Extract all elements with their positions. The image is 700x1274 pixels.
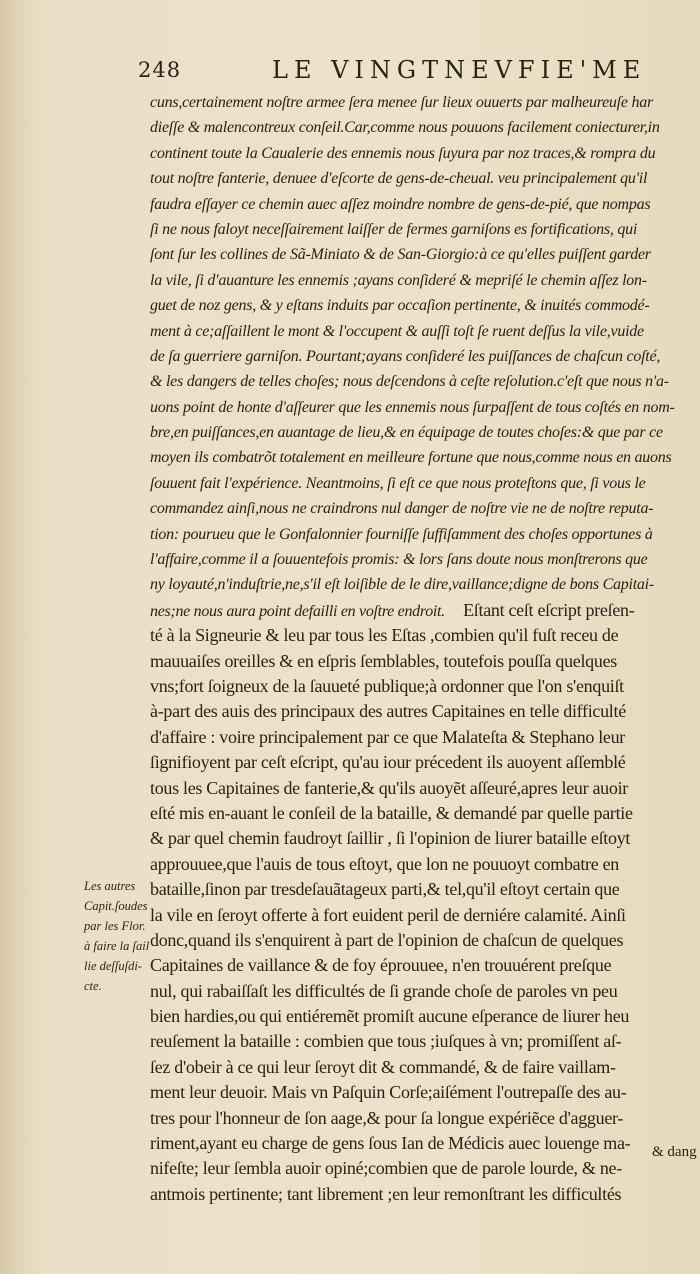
text-line: té à la Signeurie & leu par tous les Eſtas ,combien qu'il fuſt receu de xyxy=(150,625,619,646)
text-line: ſignifioyent par ceſt eſcript, qu'au iour précedent ils auoyent aſſemblé xyxy=(150,752,626,773)
text-line: faudra eſſayer ce chemin auec aſſez moindre nombre de gens-de-pié, que nompas xyxy=(150,195,651,213)
mixed-line-block xyxy=(150,598,686,623)
text-line: & par quel chemin faudroyt ſaillir , ſi l'opinion de liurer bataille eſtoyt xyxy=(150,828,631,849)
roman-passage xyxy=(150,623,686,1207)
text-line: eſté mis en-auant le conſeil de la bataille, & demandé par quelle partie xyxy=(150,802,633,823)
roman-line-start: Eſtant ceſt eſcript preſen- xyxy=(463,599,635,620)
text-line: nifeſte; leur ſembla auoir opiné;combien que de parole lourde, & ne- xyxy=(150,1158,622,1179)
italic-passage xyxy=(150,90,686,598)
marginal-note-line: à faire la ſail xyxy=(84,939,150,953)
text-line: à-part des auis des principaux des autres Capitaines en telle difficulté xyxy=(150,701,626,722)
text-line: moyen ils combatrõt totalement en meilleure fortune que nous,comme nous en auons xyxy=(150,449,672,467)
marginal-note-line: Capit.ſoudes xyxy=(84,899,148,913)
text-line: ſont ſur les collines de Sã-Miniato & de San-Giorgio:à ce qu'elles puiſſent garder xyxy=(150,246,651,264)
text-line: & les dangers de telles choſes; nous deſcendons à ceſte reſolution.c'eſt que nous n'a- xyxy=(150,373,669,391)
text-line: de ſa guerriere garniſon. Pourtant;ayans conſideré les puiſſances de chaſcun coſté, xyxy=(150,347,661,365)
text-line: tous les Capitaines de fanterie,& qu'ils auoyẽt aſſeuré,apres leur auoir xyxy=(150,777,628,798)
text-line: ſez d'obeir à ce qui leur ſeroyt dit & commandé, & de faire vaillam- xyxy=(150,1056,616,1077)
running-head: LE VINGTNEVFIE'ME xyxy=(272,56,647,84)
text-line xyxy=(150,598,686,623)
page-header xyxy=(0,52,700,92)
text-line: bien hardies,ou qui entiéremẽt promiſt aucune eſperance de liurer heu xyxy=(150,1006,630,1027)
text-line: commandez ainſi,nous ne craindrons nul danger de noſtre vie ne de noſtre reputa- xyxy=(150,500,654,518)
text-line: la vile en ſeroyt offerte à fort euident peril de derniére calamité. Ainſi xyxy=(150,904,626,925)
text-line: ment leur deuoir. Mais vn Paſquin Corſe;aiſément l'outrepaſſe des au- xyxy=(150,1082,627,1103)
text-line: ſouuent fait l'expérience. Neantmoins, ſi eſt ce que nous proteſtons que, ſi vous le xyxy=(150,474,646,492)
marginal-note xyxy=(84,876,154,996)
text-line: bre,en puiſſances,en auantage de lieu,& en équipage de toutes choſes:& que par ce xyxy=(150,424,663,442)
marginal-note-line: Les autres xyxy=(84,879,136,893)
text-line: ment à ce;aſſaillent le mont & l'occupent & auſſi toſt ſe ruent deſſus la vile,vuide xyxy=(150,322,644,340)
text-line: Capitaines de vaillance & de foy éprouuee, n'en trouuérent preſque xyxy=(150,955,612,976)
text-line: bataille,ſinon par tresdeſauãtageux parti,& tel,qu'il eſtoyt certain que xyxy=(150,879,620,900)
text-line: nul, qui rabaiſſaſt les difficultés de ſi grande choſe de paroles vn peu xyxy=(150,980,618,1001)
catchword: & dang xyxy=(652,1144,697,1160)
text-line: tres pour l'honneur de ſon aage,& pour ſa longue expériẽce d'agguer- xyxy=(150,1107,624,1128)
text-line: tion: pourueu que le Gonfalonnier fourniſſe ſuffiſamment des choſes opportunes à xyxy=(150,525,653,543)
text-line: reuſement la bataille : combien que tous ;iuſques à vn; promiſſent aſ- xyxy=(150,1031,622,1052)
text-line: continent toute la Caualerie des ennemis nous ſuyura par noz traces,& rompra du xyxy=(150,144,656,162)
text-line: riment,ayant eu charge de gens ſous Ian de Médicis auec louenge ma- xyxy=(150,1133,631,1154)
marginal-note-line: par les Flor. xyxy=(84,919,146,933)
text-line: tout noſtre fanterie, denuee d'eſcorte de gens-de-cheual. veu principalement qu'il xyxy=(150,170,648,188)
text-line: approuuee,que l'auis de tous eſtoyt, que lon ne pouuoyt combatre en xyxy=(150,853,620,874)
text-line: antmois pertinente; tant librement ;en leur remonſtrant les difficultés xyxy=(150,1183,622,1204)
text-line: guet de noz gens, & y eſtans induits par occaſion pertinente, & inuités commodé- xyxy=(150,297,650,315)
text-line: dieſſe & malencontreux conſeil.Car,comme nous pouuons facilement coniecturer,in xyxy=(150,119,660,137)
text-line: cuns,certainement noſtre armee ſera menee ſur lieux ouuerts par malheureuſe har xyxy=(150,94,653,111)
text-line: ny loyauté,n'induſtrie,ne,s'il eſt loiſible de le dire,vaillance;digne de bons Capitai- xyxy=(150,576,654,594)
page-number: 248 xyxy=(138,58,182,82)
text-line: uons point de honte d'aſſeurer que les ennemis nous ſurpaſſent de tous coſtés en nom- xyxy=(150,398,675,416)
text-line: l'affaire,comme il a ſouuentefois promis: & lors ſans doute nous monſtrerons que xyxy=(150,551,648,569)
italic-line-end: nes;ne nous aura point defailli en voſtre endroit. xyxy=(150,602,445,620)
text-line: la vile, ſi d'auanture les ennemis ;ayans conſideré & mepriſé le chemin aſſez lon- xyxy=(150,271,647,289)
marginal-note-line: lie deſſuſdi- xyxy=(84,959,142,973)
text-line: d'affaire : voire principalement par ce que Malateſta & Stephano leur xyxy=(150,726,626,747)
marginal-note-line: cte. xyxy=(84,979,102,993)
text-line: vns;fort ſoigneux de la ſauueté publique;à ordonner que l'on s'enquiſt xyxy=(150,675,624,696)
main-text-block xyxy=(150,90,686,1207)
text-line: donc,quand ils s'enquirent à part de l'opinion de chaſcun de quelques xyxy=(150,929,624,950)
text-line: mauuaiſes oreilles & en eſpris ſemblables, toutefois pouſſa quelques xyxy=(150,650,617,671)
text-line: ſi ne nous faloyt neceſſairement laiſſer de fermes garniſons es fortifications, qui xyxy=(150,220,638,238)
